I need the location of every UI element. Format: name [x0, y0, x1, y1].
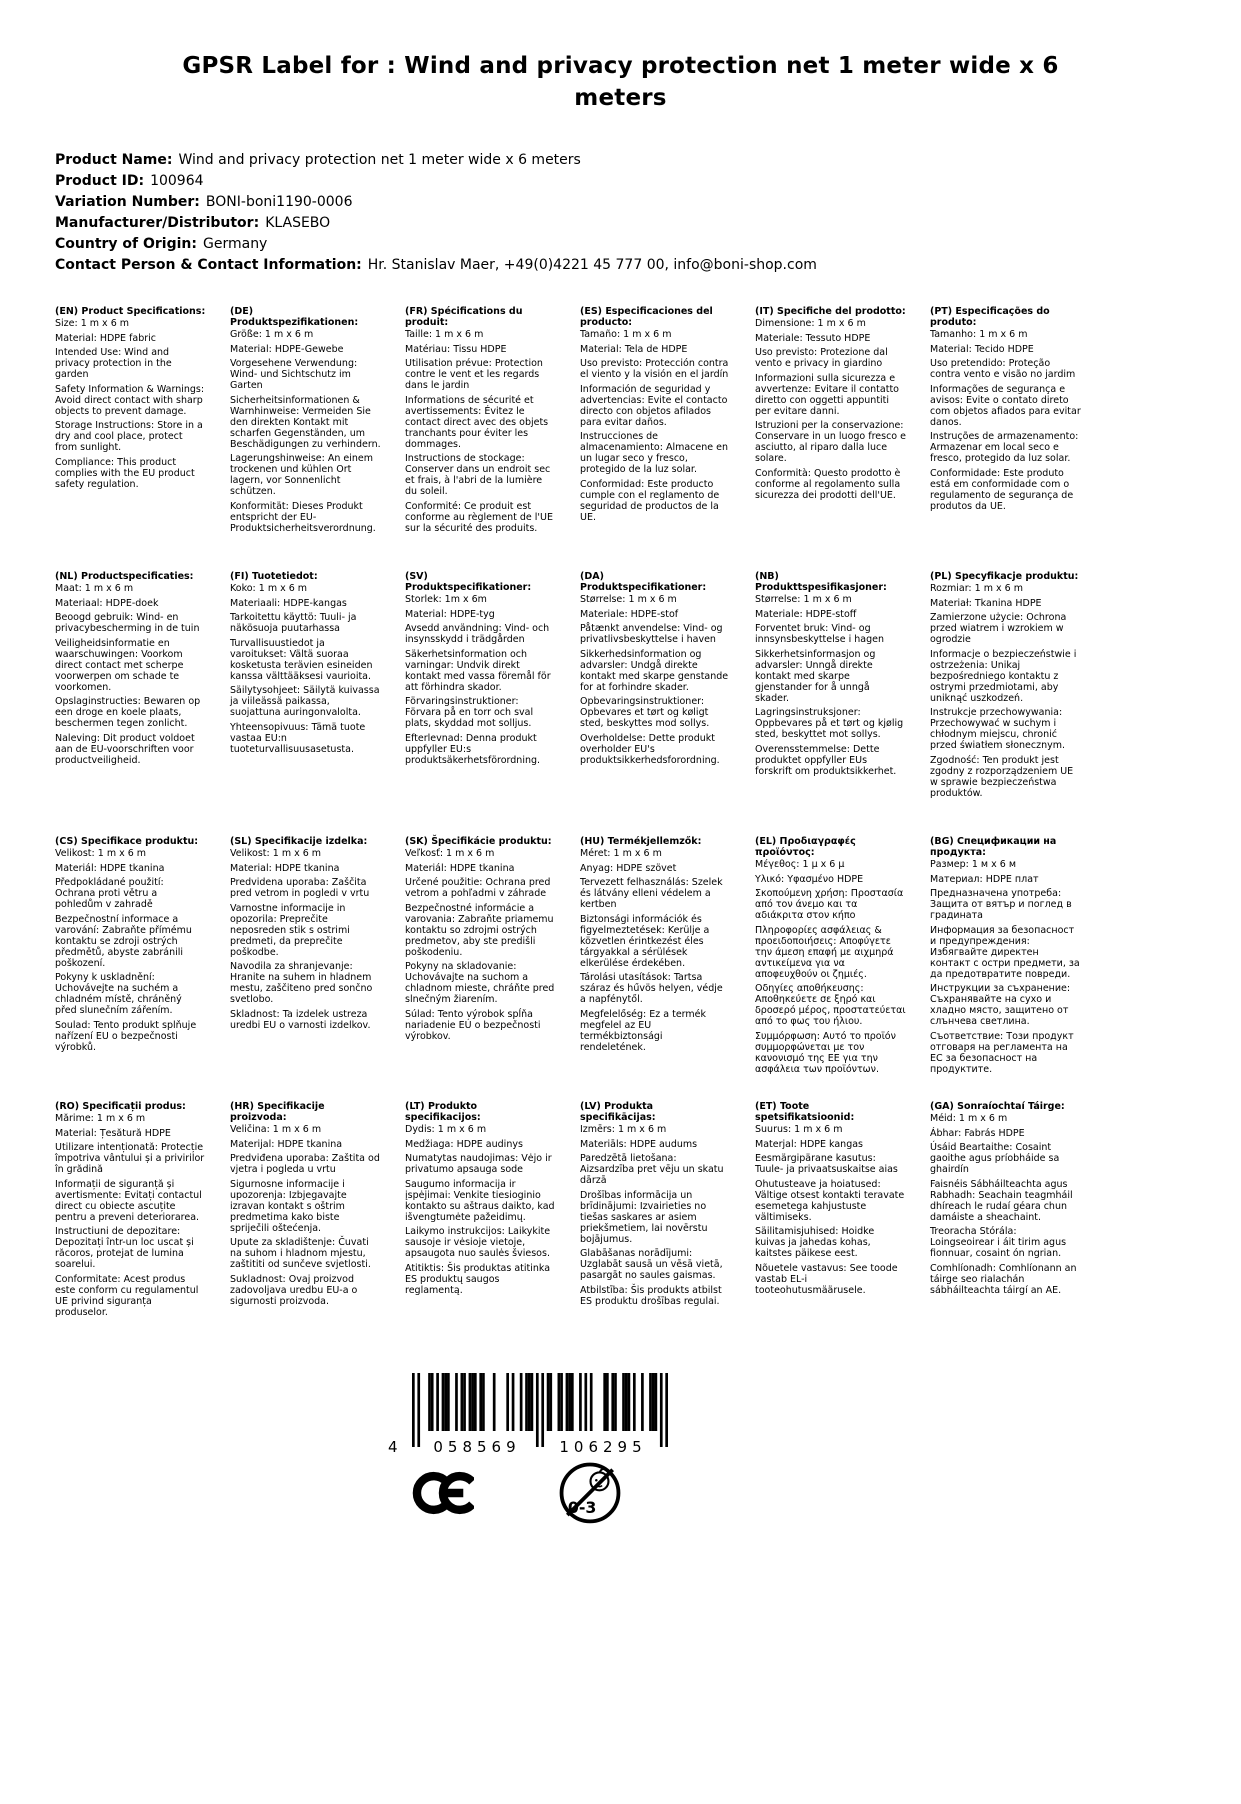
spec-text: Izmērs: 1 m x 6 m	[580, 1124, 667, 1136]
spec-text: Veličina: 1 m x 6 m	[230, 1124, 322, 1136]
spec-text: Comhlíonadh: Comhlíonann an táirge seo rialachán sábháilteachta táirgí an AE.	[930, 1262, 1077, 1296]
spec-text: Sicherheitsinformationen & Warnhinweise: Vermeiden Sie den direkten Kontakt mit scharfen Gegenständen, um Beschädigungen zu verhindern.	[230, 394, 381, 450]
spec-block-header: (PT) Especificações do produto:	[930, 306, 1050, 329]
spec-text: Förvaringsinstruktioner: Förvara på en torr och sval plats, skyddad mot solljus.	[405, 696, 534, 730]
spec-text: Größe: 1 m x 6 m	[230, 329, 314, 341]
spec-text: Soulad: Tento produkt splňuje nařízení EU o bezpečnosti výrobků.	[55, 1019, 197, 1053]
spec-text: Utilisation prévue: Protection contre le vent et les regards dans le jardin	[405, 358, 543, 392]
age-warning-text: 0-3	[567, 1498, 597, 1518]
spec-block-bg	[930, 836, 1095, 1101]
spec-text: Anyag: HDPE szövet	[580, 862, 677, 874]
product-info-label: Product Name:	[55, 152, 173, 169]
spec-text: Konformität: Dieses Produkt entspricht der EU-Produktsicherheitsverordnung.	[230, 500, 376, 534]
spec-text: Veľkosť: 1 m x 6 m	[405, 848, 495, 860]
spec-text: Súlad: Tento výrobok spĺňa nariadenie EÚ o bezpečnosti výrobkov.	[405, 1008, 541, 1042]
spec-block-el	[755, 836, 920, 1101]
spec-text: Veiligheidsinformatie en waarschuwingen: Voorkom direct contact met scherpe voorwerpen om schade te voorkomen.	[55, 637, 184, 693]
spec-text: Conformitate: Acest produs este conform cu regulamentul UE privind siguranța produselor.	[55, 1273, 199, 1318]
spec-block-fi	[230, 571, 395, 836]
spec-text: Maat: 1 m x 6 m	[55, 583, 134, 595]
spec-text: Compliance: This product complies with the EU product safety regulation.	[55, 456, 195, 490]
spec-block-hr	[230, 1101, 395, 1366]
spec-block-header: (HR) Specifikacije proizvoda:	[230, 1101, 325, 1124]
spec-block-header: (EL) Προδιαγραφές προϊόντος:	[755, 836, 856, 859]
spec-block-header: (EN) Product Specifications:	[55, 306, 206, 318]
spec-text: Material: HDPE fabric	[55, 332, 156, 344]
spec-block-header: (PL) Specyfikacje produktu:	[930, 571, 1079, 583]
spec-text: Información de seguridad y advertencias: Evite el contacto directo con objetos afilados para evitar daños.	[580, 383, 728, 428]
spec-block-header: (CS) Specifikace produktu:	[55, 836, 199, 848]
spec-text: Laikymo instrukcijos: Laikykite sausoje ir vėsioje vietoje, apsaugota nuo saulės šviesos.	[405, 1226, 551, 1260]
spec-text: Avsedd användning: Vind- och insynsskydd i trädgården	[405, 623, 550, 646]
spec-text: Nõuetele vastavus: See toode vastab EL-i tooteohutusmäärusele.	[755, 1262, 898, 1296]
spec-text: Eesmärgipärane kasutus: Tuule- ja privaatsuskaitse aias	[755, 1153, 898, 1176]
spec-text: Informazioni sulla sicurezza e avvertenze: Evitare il contatto diretto con oggetti appuntiti per evitare danni.	[755, 372, 899, 417]
spec-text: Säkerhetsinformation och varningar: Undvik direkt kontakt med vassa föremål för att förhindra skador.	[405, 648, 551, 693]
spec-text: Material: HDPE-tyg	[405, 608, 495, 620]
spec-block-header: (HU) Termékjellemzők:	[580, 836, 702, 848]
spec-text: Sukladnost: Ovaj proizvod zadovoljava uredbu EU-a o sigurnosti proizvoda.	[230, 1273, 358, 1307]
spec-text: Conformidade: Este produto está em conformidade com o regulamento de segurança de produtos da UE.	[930, 467, 1074, 512]
spec-text: Drošības informācija un brīdinājumi: Izvairieties no tiešas saskares ar asiem priekšmetiem, lai novērstu bojājumus.	[580, 1189, 708, 1245]
spec-text: Tervezett felhasználás: Szelek és látvány elleni védelem a kertben	[580, 877, 723, 911]
spec-block-header: (SL) Specifikacije izdelka:	[230, 836, 368, 848]
spec-text: Материал: HDPE плат	[930, 873, 1039, 885]
spec-text: Materiale: HDPE-stoff	[755, 608, 857, 620]
spec-text: Dimensione: 1 m x 6 m	[755, 318, 866, 330]
spec-block-header: (FR) Spécifications du produit:	[405, 306, 523, 329]
ean-barcode	[388, 1373, 668, 1457]
spec-text: Conformità: Questo prodotto è conforme al regolamento sulla sicurezza dei prodotti dell'UE.	[755, 467, 901, 501]
spec-block-header: (GA) Sonraíochtaí Táirge:	[930, 1101, 1065, 1113]
spec-block-nb	[755, 571, 920, 836]
spec-text: Sikkerhedsinformation og advarsler: Undgå direkte kontakt med skarpe genstande for at forhindre skader.	[580, 648, 729, 693]
spec-text: Instruções de armazenamento: Armazenar em local seco e fresco, protegido da luz solar.	[930, 431, 1079, 465]
product-info-value: Germany	[203, 236, 268, 253]
spec-text: Efterlevnad: Denna produkt uppfyller EU:s produktsäkerhetsförordning.	[405, 732, 541, 766]
ce-mark-icon	[402, 1465, 474, 1525]
spec-text: Naleving: Dit product voldoet aan de EU-voorschriften voor productveiligheid.	[55, 732, 195, 766]
spec-text: Informações de segurança e avisos: Evite o contato direto com objetos afiados para evitar danos.	[930, 383, 1081, 428]
product-info-row	[55, 255, 1186, 276]
spec-text: Megfelelőség: Ez a termék megfelel az EU termékbiztonsági rendeletének.	[580, 1008, 707, 1053]
spec-text: Tamanho: 1 m x 6 m	[930, 329, 1028, 341]
spec-block-header: (IT) Specifiche del prodotto:	[755, 306, 906, 318]
spec-text: Atbilstība: Šis produkts atbilst ES produktu drošības regulai.	[580, 1284, 722, 1307]
label-footer	[0, 1370, 1241, 1670]
spec-text: Mărime: 1 m x 6 m	[55, 1113, 146, 1125]
spec-block-sk	[405, 836, 570, 1101]
spec-text: Инструкции за съхранение: Съхранявайте на сухо и хладно място, защитено от слънчева светлина.	[930, 983, 1071, 1028]
spec-text: Säilitamisjuhised: Hoidke kuivas ja jahedas kohas, kaitstes päikese eest.	[755, 1226, 875, 1260]
spec-text: Υλικό: Υφασμένο HDPE	[755, 873, 864, 885]
spec-block-header: (BG) Спецификации на продукта:	[930, 836, 1057, 859]
spec-text: Информация за безопасност и предупреждения: Избягвайте директен контакт с остри предмети, за да предотвратите повреди.	[930, 924, 1080, 980]
spec-text: Beoogd gebruik: Wind- en privacybescherming in de tuin	[55, 612, 200, 635]
spec-text: Materiál: HDPE tkanina	[405, 862, 515, 874]
spec-text: Faisnéis Sábháilteachta agus Rabhadh: Seachain teagmháil dhíreach le rudaí géara chun damáiste a sheachaint.	[930, 1178, 1073, 1223]
spec-text: Størrelse: 1 m x 6 m	[580, 594, 677, 606]
spec-block-fr	[405, 306, 570, 571]
product-info-value: BONI-boni1190-0006	[205, 194, 353, 211]
spec-text: Pokyny k uskladnění: Uchovávejte na suchém a chladném místě, chráněný před slunečním zářením.	[55, 972, 182, 1017]
barcode-group-2: 106295	[548, 1439, 658, 1455]
spec-text: Conformidad: Este producto cumple con el reglamento de seguridad de productos de la UE.	[580, 478, 720, 523]
spec-text: Treoracha Stórála: Loingseoirear i áit tirim agus fionnuar, cosaint ón ngrian.	[930, 1226, 1067, 1260]
spec-block-header: (ES) Especificaciones del producto:	[580, 306, 713, 329]
barcode-group-1: 058569	[422, 1439, 532, 1455]
spec-text: Οδηγίες αποθήκευσης: Αποθηκεύετε σε ξηρό και δροσερό μέρος, προστατεύεται από το φως του ήλιου.	[755, 983, 906, 1028]
spec-text: Méret: 1 m x 6 m	[580, 848, 662, 860]
spec-text: Zamierzone użycie: Ochrona przed wiatrem i wzrokiem w ogrodzie	[930, 612, 1067, 646]
spec-block-header: (SV) Produktspecifikationer:	[405, 571, 532, 594]
spec-text: Ohutusteave ja hoiatused: Vältige otsest kontakti teravate esemetega kahjustuste vältimiseks.	[755, 1178, 905, 1223]
spec-text: Skladnost: Ta izdelek ustreza uredbi EU o varnosti izdelkov.	[230, 1008, 371, 1031]
spec-text: Material: Tela de HDPE	[580, 343, 688, 355]
spec-text: Materiál: HDPE tkanina	[55, 862, 165, 874]
spec-text: Ábhar: Fabrás HDPE	[930, 1127, 1025, 1139]
spec-text: Informations de sécurité et avertissements: Évitez le contact direct avec des objets tranchants pour éviter les dommages.	[405, 394, 549, 450]
product-info-label: Product ID:	[55, 173, 145, 190]
spec-grid	[55, 306, 1186, 1366]
spec-text: Πληροφορίες ασφάλειας & προειδοποιήσεις: Αποφύγετε την άμεση επαφή με αιχμηρά αντικείμενα για να αποφευχθούν οι ζημιές.	[755, 924, 894, 980]
spec-text: Velikost: 1 m x 6 m	[230, 848, 322, 860]
spec-text: Uso previsto: Protezione dal vento e privacy in giardino	[755, 347, 888, 370]
spec-text: Bezpečnostní informace a varování: Zabraňte přímému kontaktu se zdroji ostrých předmětů, abyste zabránili poškození.	[55, 913, 192, 969]
spec-text: Lagringsinstruksjoner: Oppbevares på et tørt og kjølig sted, beskyttet mot sollys.	[755, 707, 904, 741]
spec-text: Zgodność: Ten produkt jest zgodny z rozporządzeniem UE w sprawie bezpieczeństwa produktów.	[930, 754, 1074, 799]
spec-block-nl	[55, 571, 220, 836]
spec-block-header: (NL) Productspecificaties:	[55, 571, 194, 583]
spec-text: Navodila za shranjevanje: Hranite na suhem in hladnem mestu, zaščiteno pred sončno svetlobo.	[230, 961, 373, 1006]
spec-text: Tarkoitettu käyttö: Tuuli- ja näkösuoja puutarhassa	[230, 612, 357, 635]
spec-text: Medžiaga: HDPE audinys	[405, 1138, 523, 1150]
spec-block-da	[580, 571, 745, 836]
spec-text: Numatytas naudojimas: Vėjo ir privatumo apsauga sode	[405, 1153, 552, 1176]
spec-block-cs	[55, 836, 220, 1101]
spec-text: Material: HDPE tkanina	[230, 862, 340, 874]
spec-text: Vorgesehene Verwendung: Wind- und Sichtschutz im Garten	[230, 358, 358, 392]
spec-text: Suurus: 1 m x 6 m	[755, 1124, 843, 1136]
spec-text: Rozmiar: 1 m x 6 m	[930, 583, 1023, 595]
spec-text: Opslaginstructies: Bewaren op een droge en koele plaats, beschermen tegen zonlicht.	[55, 696, 201, 730]
spec-text: Taille: 1 m x 6 m	[405, 329, 484, 341]
spec-block-sv	[405, 571, 570, 836]
spec-block-header: (NB) Produkttspesifikasjoner:	[755, 571, 887, 594]
product-info-value: Wind and privacy protection net 1 meter wide x 6 meters	[178, 152, 581, 169]
spec-text: Sigurnosne informacije i upozorenja: Izbjegavajte izravan kontakt s oštrim predmetima kako biste spriječili oštećenja.	[230, 1178, 347, 1234]
spec-text: Dydis: 1 m x 6 m	[405, 1124, 487, 1136]
spec-text: Safety Information & Warnings: Avoid direct contact with sharp objects to prevent damage.	[55, 383, 205, 417]
spec-text: Съответствие: Този продукт отговаря на регламента на ЕС за безопасност на продуктите.	[930, 1030, 1074, 1075]
spec-text: Lagerungshinweise: An einem trockenen und kühlen Ort lagern, vor Sonnenlicht schützen.	[230, 453, 374, 498]
spec-text: Materijal: HDPE tkanina	[230, 1138, 343, 1150]
product-info-value: KLASEBO	[265, 215, 331, 232]
spec-text: Materiāls: HDPE audums	[580, 1138, 698, 1150]
spec-block-sl	[230, 836, 395, 1101]
product-info-row	[55, 213, 1186, 234]
spec-text: Paredzētā lietošana: Aizsardzība pret vēju un skatu dārzā	[580, 1153, 724, 1187]
spec-text: Overholdelse: Dette produkt overholder EU's produktsikkerhedsforordning.	[580, 732, 720, 766]
spec-block-ro	[55, 1101, 220, 1366]
spec-text: Предназначена употреба: Защита от вятър и поглед в градината	[930, 888, 1072, 922]
spec-block-hu	[580, 836, 745, 1101]
spec-text: Predviđena uporaba: Zaštita od vjetra i pogleda u vrtu	[230, 1153, 380, 1176]
spec-text: Koko: 1 m x 6 m	[230, 583, 308, 595]
spec-block-ga	[930, 1101, 1095, 1366]
spec-text: Istruzioni per la conservazione: Conservare in un luogo fresco e asciutto, al riparo dalla luce solare.	[755, 420, 906, 465]
spec-block-pt	[930, 306, 1095, 571]
spec-text: Material: Tecido HDPE	[930, 343, 1034, 355]
spec-text: Yhteensopivuus: Tämä tuote vastaa EU:n tuoteturvallisuusasetusta.	[230, 721, 366, 755]
spec-text: Størrelse: 1 m x 6 m	[755, 594, 852, 606]
spec-block-lv	[580, 1101, 745, 1366]
spec-text: Storage Instructions: Store in a dry and cool place, protect from sunlight.	[55, 420, 203, 454]
spec-text: Μέγεθος: 1 μ x 6 μ	[755, 859, 845, 871]
spec-block-lt	[405, 1101, 570, 1366]
spec-text: Instrukcje przechowywania: Przechowywać w suchym i chłodnym miejscu, chronić przed światłem słonecznym.	[930, 707, 1065, 752]
spec-text: Instructions de stockage: Conserver dans un endroit sec et frais, à l'abri de la lumière du soleil.	[405, 453, 551, 498]
spec-text: Sikkerhetsinformasjon og advarsler: Unngå direkte kontakt med skarpe gjenstander for å unngå skader.	[755, 648, 876, 704]
spec-text: Σκοπούμενη χρήση: Προστασία από τον άνεμο και τα αδιάκριτα στον κήπο	[755, 888, 904, 922]
spec-text: Utilizare intenționată: Protecție împotriva vântului și a privirilor în grădină	[55, 1142, 205, 1176]
spec-text: Materiale: HDPE-stof	[580, 608, 679, 620]
product-info-label: Manufacturer/Distributor:	[55, 215, 260, 232]
product-info-row	[55, 192, 1186, 213]
spec-text: Informacje o bezpieczeństwie i ostrzeżenia: Unikaj bezpośredniego kontaktu z ostrymi przedmiotami, aby uniknąć uszkodzeń.	[930, 648, 1077, 704]
spec-text: Pokyny na skladovanie: Uchovávajte na suchom a chladnom mieste, chráňte pred slnečným žiarením.	[405, 961, 555, 1006]
spec-text: Säilytysohjeet: Säilytä kuivassa ja viileässä paikassa, suojattuna auringonvalolta.	[230, 685, 380, 719]
spec-text: Předpokládané použití: Ochrana proti větru a pohledům v zahradě	[55, 877, 164, 911]
spec-block-header: (LT) Produkto specifikacijos:	[405, 1101, 481, 1124]
spec-text: Méid: 1 m x 6 m	[930, 1113, 1008, 1125]
spec-text: Intended Use: Wind and privacy protection in the garden	[55, 347, 172, 381]
spec-block-header: (FI) Tuotetiedot:	[230, 571, 318, 583]
spec-text: Instrucciones de almacenamiento: Almacene en un lugar seco y fresco, protegido de la luz solar.	[580, 431, 728, 476]
spec-text: Forventet bruk: Vind- og innsynsbeskyttelse i hagen	[755, 623, 884, 646]
spec-text: Glabāšanas norādījumi: Uzglabāt sausā un vēsā vietā, pasargāt no saules gaismas.	[580, 1248, 723, 1282]
spec-block-header: (DE) Produktspezifikationen:	[230, 306, 359, 329]
product-info-value: Hr. Stanislav Maer, +49(0)4221 45 777 00, info@boni-shop.com	[367, 257, 817, 274]
spec-text: Informații de siguranță și avertismente: Evitați contactul direct cu obiecte ascuțite pentru a preveni deteriorarea.	[55, 1178, 202, 1223]
spec-text: Opbevaringsinstruktioner: Opbevares et tørt og køligt sted, beskyttes mod sollys.	[580, 696, 710, 730]
spec-block-es	[580, 306, 745, 571]
page-title: GPSR Label for : Wind and privacy protection net 1 meter wide x 6 meters	[182, 53, 1059, 112]
spec-text: Storlek: 1m x 6m	[405, 594, 487, 606]
product-info-row	[55, 150, 1186, 171]
spec-text: Instructiuni de depozitare: Depozitați într-un loc uscat și răcoros, protejat de lumina soarelui.	[55, 1226, 194, 1271]
spec-block-header: (SK) Špecifikácie produktu:	[405, 836, 552, 848]
spec-text: Velikost: 1 m x 6 m	[55, 848, 147, 860]
spec-text: Συμμόρφωση: Αυτό το προϊόν συμμορφώνεται με τον κανονισμό της ΕΕ για την ασφάλεια των προϊόντων.	[755, 1030, 896, 1075]
spec-text: Určené použitie: Ochrana pred vetrom a pohľadmi v záhrade	[405, 877, 551, 900]
spec-block-header: (RO) Specificații produs:	[55, 1101, 186, 1113]
spec-text: Tamaño: 1 m x 6 m	[580, 329, 672, 341]
spec-text: Overensstemmelse: Dette produktet oppfyller EUs forskrift om produktsikkerhet.	[755, 743, 897, 777]
spec-text: Biztonsági információk és figyelmeztetések: Kerülje a közvetlen érintkezést éles tárgyakkal a sérülések elkerülése érdekében.	[580, 913, 710, 969]
spec-text: Upute za skladištenje: Čuvati na suhom i hladnom mjestu, zaštititi od sunčeve svjetlosti.	[230, 1237, 371, 1271]
spec-block-header: (LV) Produkta specifikācijas:	[580, 1101, 656, 1124]
product-info-row	[55, 234, 1186, 255]
spec-text: Úsáid Beartaithe: Cosaint gaoithe agus príobháide sa ghairdín	[930, 1142, 1060, 1176]
spec-text: Predvidena uporaba: Zaščita pred vetrom in pogledi v vrtu	[230, 877, 370, 900]
spec-text: Size: 1 m x 6 m	[55, 318, 130, 330]
spec-block-et	[755, 1101, 920, 1366]
spec-text: Saugumo informacija ir įspėjimai: Venkite tiesioginio kontakto su aštraus daikto, kad išvengtumėte pažeidimų.	[405, 1178, 555, 1223]
spec-text: Påtænkt anvendelse: Vind- og privatlivsbeskyttelse i haven	[580, 623, 723, 646]
spec-text: Materiał: Tkanina HDPE	[930, 597, 1042, 609]
spec-block-it	[755, 306, 920, 571]
spec-text: Tárolási utasítások: Tartsa száraz és hűvös helyen, védje a napfénytől.	[580, 972, 723, 1006]
spec-text: Material: HDPE-Gewebe	[230, 343, 344, 355]
spec-text: Varnostne informacije in opozorila: Preprečite neposreden stik s ostrimi predmeti, da preprečite poškodbe.	[230, 902, 350, 958]
spec-block-de	[230, 306, 395, 571]
spec-text: Materiaal: HDPE-doek	[55, 597, 159, 609]
spec-text: Uso previsto: Protección contra el viento y la visión en el jardín	[580, 358, 729, 381]
spec-text: Uso pretendido: Proteção contra vento e visão no jardim	[930, 358, 1076, 381]
spec-text: Atitiktis: Šis produktas atitinka ES produktų saugos reglamentą.	[405, 1262, 551, 1296]
barcode-prefix-digit: 4	[388, 1438, 398, 1457]
spec-text: Bezpečnostné informácie a varovania: Zabraňte priamemu kontaktu so zdrojmi ostrých predmetov, aby ste predišli poškodeniu.	[405, 902, 554, 958]
spec-block-pl	[930, 571, 1095, 836]
spec-block-en	[55, 306, 220, 571]
spec-text: Conformité: Ce produit est conforme au règlement de l'UE sur la sécurité des produits.	[405, 500, 553, 534]
product-info-row	[55, 171, 1186, 192]
spec-text: Materiaali: HDPE-kangas	[230, 597, 347, 609]
product-info-label: Contact Person & Contact Information:	[55, 257, 362, 274]
product-info-label: Variation Number:	[55, 194, 200, 211]
age-warning-icon	[556, 1455, 624, 1537]
product-info-label: Country of Origin:	[55, 236, 197, 253]
product-info-value: 100964	[150, 173, 204, 190]
spec-text: Materiale: Tessuto HDPE	[755, 332, 871, 344]
spec-text: Turvallisuustiedot ja varoitukset: Vältä suoraa kosketusta terävien esineiden kanssa välttääksesi vaurioita.	[230, 637, 373, 682]
spec-text: Matériau: Tissu HDPE	[405, 343, 507, 355]
spec-text: Material: Țesătură HDPE	[55, 1127, 171, 1139]
spec-text: Materjal: HDPE kangas	[755, 1138, 864, 1150]
product-info	[55, 150, 1186, 276]
spec-block-header: (DA) Produktspecifikationer:	[580, 571, 707, 594]
spec-text: Размер: 1 м x 6 м	[930, 859, 1016, 871]
spec-block-header: (ET) Toote spetsifikatsioonid:	[755, 1101, 855, 1124]
